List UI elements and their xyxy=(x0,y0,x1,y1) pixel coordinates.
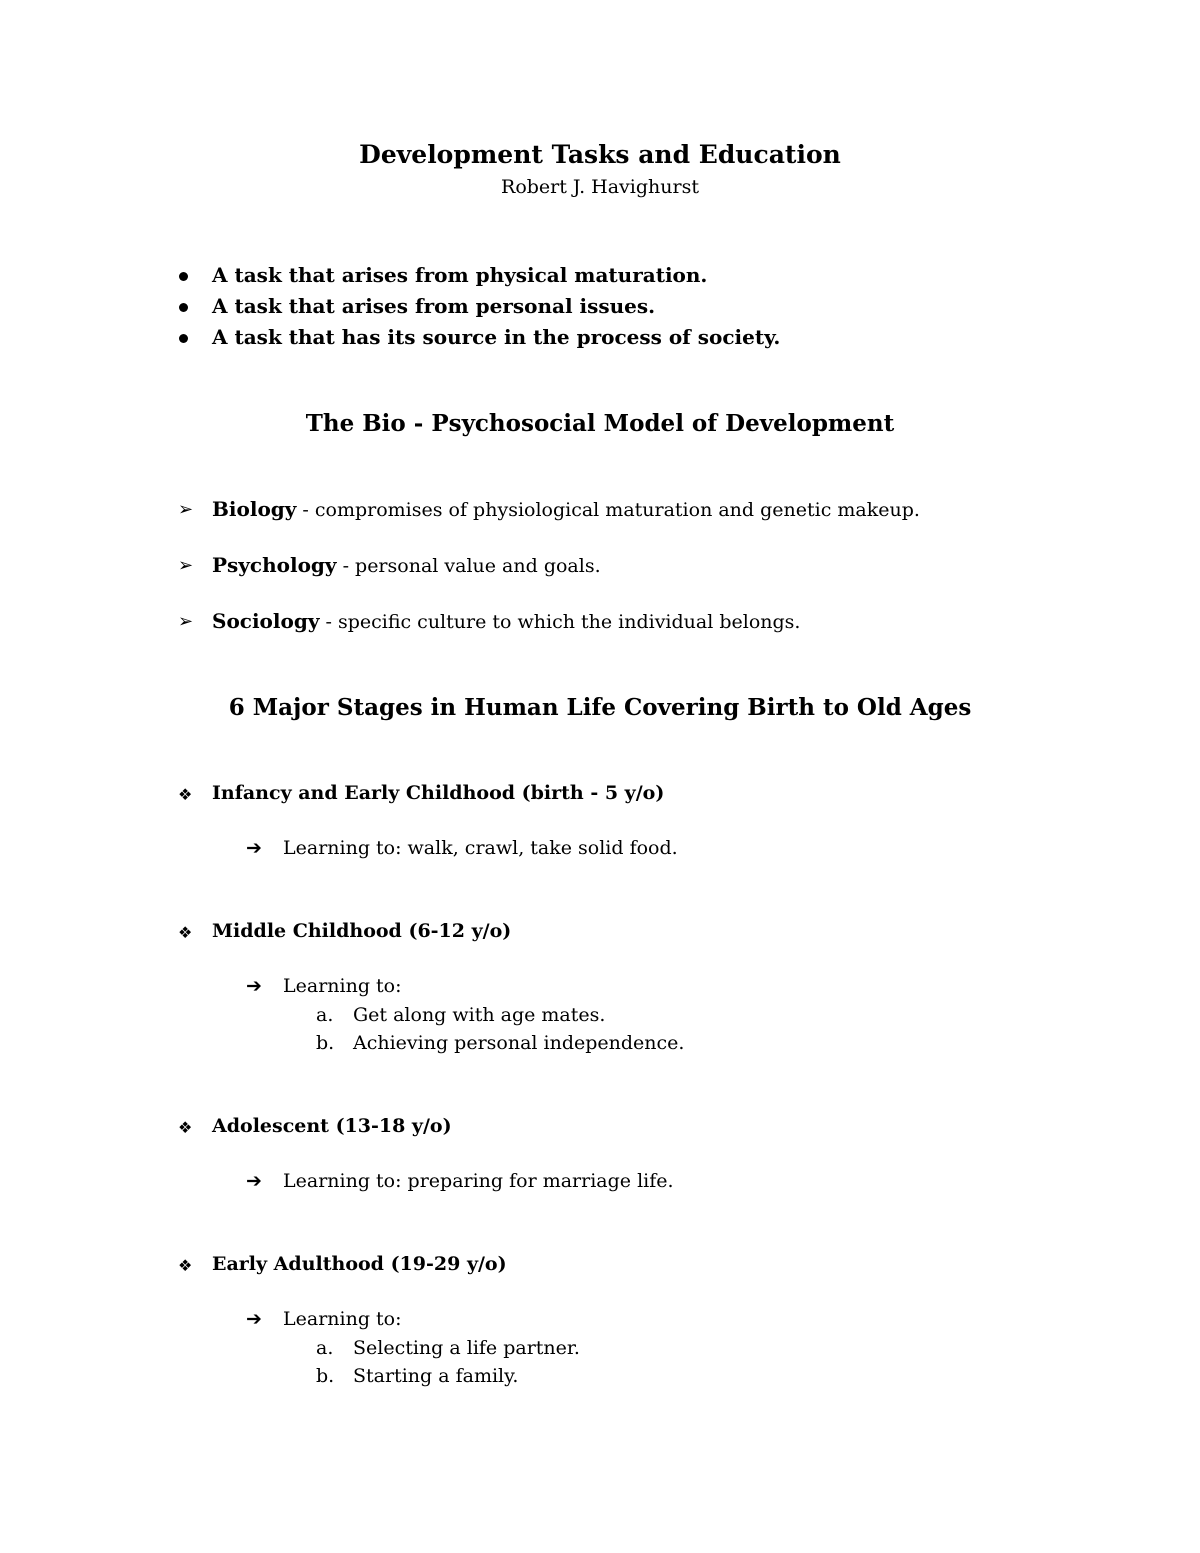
right-arrow-icon: ➔ xyxy=(246,1308,262,1330)
four-diamond-icon: ❖ xyxy=(178,1256,193,1275)
model-desc: - specific culture to which the individual belongs. xyxy=(319,611,801,633)
model-heading: The Bio - Psychosocial Model of Development xyxy=(305,410,895,437)
right-arrow-icon: ➔ xyxy=(246,1170,262,1192)
document-author: Robert J. Havighurst xyxy=(501,176,699,198)
stage-learning: Learning to: xyxy=(283,1308,402,1330)
model-item-sociology xyxy=(212,609,800,633)
stage-learning: Learning to: walk, crawl, take solid food. xyxy=(283,837,678,859)
model-item-psychology xyxy=(212,553,601,577)
arrowhead-icon: ➢ xyxy=(178,499,194,520)
stage-title: Adolescent (13-18 y/o) xyxy=(212,1115,452,1137)
enum-item: Starting a family. xyxy=(353,1365,519,1387)
arrowhead-icon: ➢ xyxy=(178,555,194,576)
model-term: Sociology xyxy=(212,609,320,633)
task-item: A task that arises from personal issues. xyxy=(212,294,656,318)
right-arrow-icon: ➔ xyxy=(246,837,262,859)
stages-heading: 6 Major Stages in Human Life Covering Birth to Old Ages xyxy=(228,694,972,721)
bullet-dot-icon xyxy=(179,272,188,281)
model-term: Psychology xyxy=(212,553,337,577)
enum-letter: b. xyxy=(316,1365,335,1387)
document-title: Development Tasks and Education xyxy=(359,140,841,169)
model-desc: - personal value and goals. xyxy=(336,555,601,577)
model-desc: - compromises of physiological maturation and genetic makeup. xyxy=(296,499,920,521)
stage-title: Early Adulthood (19-29 y/o) xyxy=(212,1253,507,1275)
four-diamond-icon: ❖ xyxy=(178,785,193,804)
stage-title: Middle Childhood (6-12 y/o) xyxy=(212,920,512,942)
stage-learning: Learning to: preparing for marriage life. xyxy=(283,1170,674,1192)
four-diamond-icon: ❖ xyxy=(178,923,193,942)
four-diamond-icon: ❖ xyxy=(178,1118,193,1137)
enum-item: Achieving personal independence. xyxy=(353,1032,685,1054)
enum-item: Selecting a life partner. xyxy=(353,1337,580,1359)
enum-letter: a. xyxy=(316,1337,334,1359)
stage-learning: Learning to: xyxy=(283,975,402,997)
bullet-dot-icon xyxy=(179,334,188,343)
enum-item: Get along with age mates. xyxy=(353,1004,606,1026)
right-arrow-icon: ➔ xyxy=(246,975,262,997)
model-term: Biology xyxy=(212,497,297,521)
arrowhead-icon: ➢ xyxy=(178,611,194,632)
stage-title: Infancy and Early Childhood (birth - 5 y/o) xyxy=(212,782,665,804)
model-item-biology xyxy=(212,497,920,521)
enum-letter: a. xyxy=(316,1004,334,1026)
task-item: A task that has its source in the process of society. xyxy=(212,325,781,349)
bullet-dot-icon xyxy=(179,303,188,312)
enum-letter: b. xyxy=(316,1032,335,1054)
task-item: A task that arises from physical maturation. xyxy=(212,263,708,287)
